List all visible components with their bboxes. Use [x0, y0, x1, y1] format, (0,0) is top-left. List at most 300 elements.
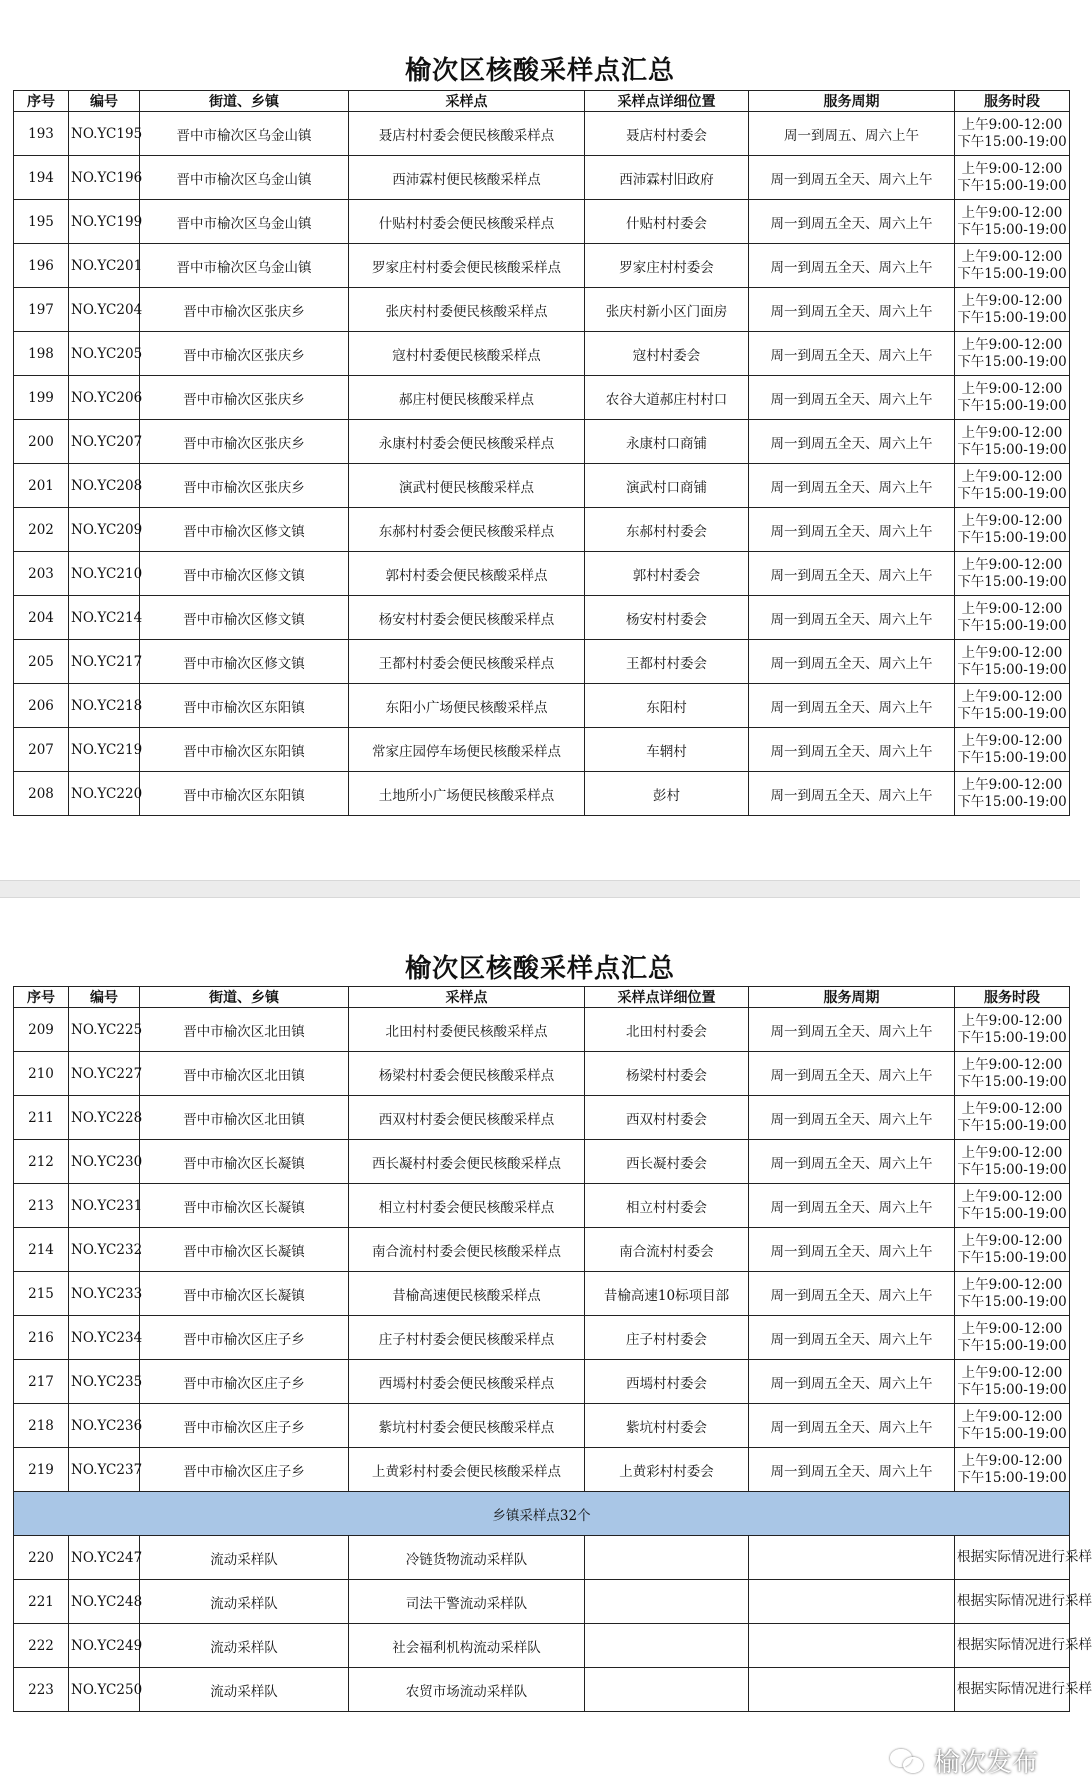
cell-code: NO.YC247 [69, 1536, 140, 1580]
column-header: 服务周期 [749, 987, 955, 1008]
time-morning: 上午9:00-12:00 [961, 292, 1063, 309]
cell-site: 农贸市场流动采样队 [349, 1668, 585, 1712]
column-header: 服务周期 [749, 91, 955, 112]
cell-street: 流动采样队 [140, 1536, 349, 1580]
cell-code: NO.YC233 [69, 1272, 140, 1316]
cell-street: 流动采样队 [140, 1624, 349, 1668]
cell-time [955, 596, 1070, 640]
cell-serial: 222 [14, 1624, 69, 1668]
cell-period: 周一到周五全天、周六上午 [749, 1448, 955, 1492]
time-afternoon: 下午15:00-19:00 [957, 353, 1067, 370]
cell-site: 上黄彩村村委会便民核酸采样点 [349, 1448, 585, 1492]
cell-site: 永康村村委会便民核酸采样点 [349, 420, 585, 464]
cell-site: 西长凝村村委会便民核酸采样点 [349, 1140, 585, 1184]
cell-period: 周一到周五全天、周六上午 [749, 1052, 955, 1096]
column-header: 序号 [14, 91, 69, 112]
cell-period [749, 1536, 955, 1580]
cell-location [585, 1536, 749, 1580]
cell-serial: 205 [14, 640, 69, 684]
cell-street: 晋中市榆次区乌金山镇 [140, 200, 349, 244]
cell-code: NO.YC225 [69, 1008, 140, 1052]
table-row [14, 1052, 1070, 1096]
time-morning: 上午9:00-12:00 [961, 776, 1063, 793]
cell-street: 晋中市榆次区长凝镇 [140, 1228, 349, 1272]
cell-street: 晋中市榆次区修文镇 [140, 508, 349, 552]
cell-site: 什贴村村委会便民核酸采样点 [349, 200, 585, 244]
cell-time [955, 420, 1070, 464]
cell-location: 紫坑村村委会 [585, 1404, 749, 1448]
cell-location [585, 1668, 749, 1712]
table-row [14, 596, 1070, 640]
time-afternoon: 下午15:00-19:00 [957, 1337, 1067, 1354]
cell-site: 冷链货物流动采样队 [349, 1536, 585, 1580]
cell-location: 西沛霖村旧政府 [585, 156, 749, 200]
column-header: 序号 [14, 987, 69, 1008]
cell-code: NO.YC210 [69, 552, 140, 596]
cell-period: 周一到周五全天、周六上午 [749, 772, 955, 816]
table-row [14, 1360, 1070, 1404]
table-row [14, 112, 1070, 156]
wechat-icon [890, 1747, 926, 1775]
table-row [14, 156, 1070, 200]
cell-time [955, 244, 1070, 288]
cell-location: 罗家庄村村委会 [585, 244, 749, 288]
cell-serial: 220 [14, 1536, 69, 1580]
time-afternoon: 下午15:00-19:00 [957, 1469, 1067, 1486]
time-morning: 上午9:00-12:00 [961, 600, 1063, 617]
cell-time [955, 1184, 1070, 1228]
cell-serial: 218 [14, 1404, 69, 1448]
time-morning: 上午9:00-12:00 [961, 1100, 1063, 1117]
column-header: 街道、乡镇 [140, 91, 349, 112]
cell-location: 南合流村村委会 [585, 1228, 749, 1272]
cell-street: 流动采样队 [140, 1580, 349, 1624]
column-header: 采样点详细位置 [585, 91, 749, 112]
time-morning: 上午9:00-12:00 [961, 248, 1063, 265]
cell-serial: 193 [14, 112, 69, 156]
cell-site: 聂店村村委会便民核酸采样点 [349, 112, 585, 156]
summary-row [14, 1492, 1070, 1536]
cell-period: 周一到周五全天、周六上午 [749, 200, 955, 244]
cell-time [955, 1008, 1070, 1052]
table-row [14, 684, 1070, 728]
column-header: 街道、乡镇 [140, 987, 349, 1008]
time-morning: 上午9:00-12:00 [961, 468, 1063, 485]
cell-location: 车辋村 [585, 728, 749, 772]
header-row [14, 987, 1070, 1008]
cell-time [955, 1448, 1070, 1492]
cell-street: 晋中市榆次区修文镇 [140, 552, 349, 596]
cell-note: 根据实际情况进行采样 [955, 1624, 1070, 1668]
cell-code: NO.YC232 [69, 1228, 140, 1272]
cell-location: 寇村村委会 [585, 332, 749, 376]
cell-site: 西双村村委会便民核酸采样点 [349, 1096, 585, 1140]
time-morning: 上午9:00-12:00 [961, 556, 1063, 573]
time-morning: 上午9:00-12:00 [961, 1232, 1063, 1249]
time-morning: 上午9:00-12:00 [961, 1408, 1063, 1425]
cell-code: NO.YC205 [69, 332, 140, 376]
cell-time [955, 156, 1070, 200]
time-afternoon: 下午15:00-19:00 [957, 397, 1067, 414]
cell-serial: 209 [14, 1008, 69, 1052]
cell-period: 周一到周五全天、周六上午 [749, 464, 955, 508]
cell-location: 王都村村委会 [585, 640, 749, 684]
cell-site: 郝庄村便民核酸采样点 [349, 376, 585, 420]
cell-location: 北田村村委会 [585, 1008, 749, 1052]
cell-serial: 202 [14, 508, 69, 552]
time-morning: 上午9:00-12:00 [961, 1188, 1063, 1205]
cell-site: 演武村便民核酸采样点 [349, 464, 585, 508]
time-afternoon: 下午15:00-19:00 [957, 661, 1067, 678]
cell-location: 郭村村委会 [585, 552, 749, 596]
cell-code: NO.YC236 [69, 1404, 140, 1448]
cell-street: 晋中市榆次区乌金山镇 [140, 156, 349, 200]
watermark [890, 1742, 1038, 1779]
cell-time [955, 1140, 1070, 1184]
cell-street: 晋中市榆次区乌金山镇 [140, 112, 349, 156]
cell-period: 周一到周五全天、周六上午 [749, 596, 955, 640]
cell-serial: 197 [14, 288, 69, 332]
time-afternoon: 下午15:00-19:00 [957, 441, 1067, 458]
cell-serial: 206 [14, 684, 69, 728]
cell-location: 杨安村村委会 [585, 596, 749, 640]
time-morning: 上午9:00-12:00 [961, 116, 1063, 133]
table-row [14, 1624, 1070, 1668]
cell-serial: 204 [14, 596, 69, 640]
cell-street: 晋中市榆次区张庆乡 [140, 332, 349, 376]
cell-street: 晋中市榆次区东阳镇 [140, 772, 349, 816]
cell-serial: 195 [14, 200, 69, 244]
cell-site: 司法干警流动采样队 [349, 1580, 585, 1624]
time-afternoon: 下午15:00-19:00 [957, 309, 1067, 326]
time-afternoon: 下午15:00-19:00 [957, 265, 1067, 282]
cell-street: 晋中市榆次区张庆乡 [140, 376, 349, 420]
cell-site: 东郝村村委会便民核酸采样点 [349, 508, 585, 552]
cell-code: NO.YC227 [69, 1052, 140, 1096]
time-afternoon: 下午15:00-19:00 [957, 1425, 1067, 1442]
cell-code: NO.YC206 [69, 376, 140, 420]
cell-time [955, 1272, 1070, 1316]
cell-time [955, 684, 1070, 728]
cell-time [955, 1404, 1070, 1448]
cell-location: 西双村村委会 [585, 1096, 749, 1140]
table-row [14, 1580, 1070, 1624]
cell-note: 根据实际情况进行采样 [955, 1580, 1070, 1624]
cell-street: 晋中市榆次区长凝镇 [140, 1184, 349, 1228]
cell-site: 北田村村委便民核酸采样点 [349, 1008, 585, 1052]
cell-street: 晋中市榆次区北田镇 [140, 1096, 349, 1140]
cell-serial: 217 [14, 1360, 69, 1404]
cell-street: 晋中市榆次区修文镇 [140, 596, 349, 640]
cell-code: NO.YC237 [69, 1448, 140, 1492]
time-morning: 上午9:00-12:00 [961, 1276, 1063, 1293]
time-morning: 上午9:00-12:00 [961, 1056, 1063, 1073]
cell-location: 永康村口商铺 [585, 420, 749, 464]
cell-site: 庄子村村委会便民核酸采样点 [349, 1316, 585, 1360]
cell-code: NO.YC196 [69, 156, 140, 200]
time-morning: 上午9:00-12:00 [961, 1144, 1063, 1161]
time-afternoon: 下午15:00-19:00 [957, 1249, 1067, 1266]
cell-code: NO.YC207 [69, 420, 140, 464]
cell-time [955, 1360, 1070, 1404]
cell-time [955, 1228, 1070, 1272]
time-afternoon: 下午15:00-19:00 [957, 705, 1067, 722]
table-row [14, 640, 1070, 684]
cell-period: 周一到周五、周六上午 [749, 112, 955, 156]
summary-cell: 乡镇采样点32个 [14, 1492, 1070, 1536]
page-separator [0, 880, 1080, 898]
cell-site: 社会福利机构流动采样队 [349, 1624, 585, 1668]
cell-code: NO.YC235 [69, 1360, 140, 1404]
cell-period: 周一到周五全天、周六上午 [749, 244, 955, 288]
cell-period [749, 1580, 955, 1624]
cell-site: 郭村村委会便民核酸采样点 [349, 552, 585, 596]
cell-street: 晋中市榆次区北田镇 [140, 1052, 349, 1096]
table-row [14, 1008, 1070, 1052]
time-afternoon: 下午15:00-19:00 [957, 485, 1067, 502]
cell-site: 东阳小广场便民核酸采样点 [349, 684, 585, 728]
cell-serial: 223 [14, 1668, 69, 1712]
cell-time [955, 288, 1070, 332]
cell-serial: 199 [14, 376, 69, 420]
table-row [14, 376, 1070, 420]
cell-time [955, 376, 1070, 420]
cell-serial: 198 [14, 332, 69, 376]
cell-time [955, 112, 1070, 156]
cell-location [585, 1624, 749, 1668]
cell-location: 什贴村村委会 [585, 200, 749, 244]
sampling-table-2 [13, 986, 1092, 1712]
table-row [14, 1536, 1070, 1580]
cell-site: 杨梁村村委会便民核酸采样点 [349, 1052, 585, 1096]
time-afternoon: 下午15:00-19:00 [957, 1161, 1067, 1178]
cell-location: 杨梁村村委会 [585, 1052, 749, 1096]
sheet-title: 榆次区核酸采样点汇总 [404, 56, 675, 86]
cell-location: 昔榆高速10标项目部 [585, 1272, 749, 1316]
cell-period: 周一到周五全天、周六上午 [749, 1272, 955, 1316]
cell-period: 周一到周五全天、周六上午 [749, 1404, 955, 1448]
cell-street: 晋中市榆次区长凝镇 [140, 1140, 349, 1184]
cell-code: NO.YC230 [69, 1140, 140, 1184]
table-row [14, 1184, 1070, 1228]
cell-period [749, 1668, 955, 1712]
time-afternoon: 下午15:00-19:00 [957, 1117, 1067, 1134]
cell-time [955, 552, 1070, 596]
cell-period: 周一到周五全天、周六上午 [749, 1008, 955, 1052]
cell-serial: 214 [14, 1228, 69, 1272]
column-header: 采样点 [349, 987, 585, 1008]
time-morning: 上午9:00-12:00 [961, 160, 1063, 177]
time-afternoon: 下午15:00-19:00 [957, 221, 1067, 238]
cell-period: 周一到周五全天、周六上午 [749, 552, 955, 596]
time-morning: 上午9:00-12:00 [961, 424, 1063, 441]
cell-code: NO.YC201 [69, 244, 140, 288]
cell-code: NO.YC195 [69, 112, 140, 156]
cell-serial: 200 [14, 420, 69, 464]
time-afternoon: 下午15:00-19:00 [957, 1205, 1067, 1222]
table-row [14, 728, 1070, 772]
cell-period: 周一到周五全天、周六上午 [749, 1184, 955, 1228]
cell-code: NO.YC250 [69, 1668, 140, 1712]
cell-time [955, 1316, 1070, 1360]
time-afternoon: 下午15:00-19:00 [957, 133, 1067, 150]
cell-period: 周一到周五全天、周六上午 [749, 156, 955, 200]
table-row [14, 1272, 1070, 1316]
cell-period: 周一到周五全天、周六上午 [749, 684, 955, 728]
cell-location: 庄子村村委会 [585, 1316, 749, 1360]
table-row [14, 552, 1070, 596]
cell-note: 根据实际情况进行采样 [955, 1668, 1070, 1712]
cell-location: 彭村 [585, 772, 749, 816]
cell-site: 南合流村村委会便民核酸采样点 [349, 1228, 585, 1272]
cell-serial: 221 [14, 1580, 69, 1624]
cell-time [955, 772, 1070, 816]
cell-serial: 208 [14, 772, 69, 816]
cell-time [955, 1096, 1070, 1140]
cell-street: 晋中市榆次区庄子乡 [140, 1316, 349, 1360]
cell-period: 周一到周五全天、周六上午 [749, 288, 955, 332]
cell-location: 东阳村 [585, 684, 749, 728]
cell-code: NO.YC218 [69, 684, 140, 728]
time-morning: 上午9:00-12:00 [961, 732, 1063, 749]
column-header: 服务时段 [955, 987, 1070, 1008]
cell-time [955, 200, 1070, 244]
cell-period: 周一到周五全天、周六上午 [749, 376, 955, 420]
cell-period: 周一到周五全天、周六上午 [749, 1228, 955, 1272]
cell-time [955, 728, 1070, 772]
cell-site: 昔榆高速便民核酸采样点 [349, 1272, 585, 1316]
cell-time [955, 1052, 1070, 1096]
cell-period: 周一到周五全天、周六上午 [749, 640, 955, 684]
cell-code: NO.YC234 [69, 1316, 140, 1360]
cell-code: NO.YC217 [69, 640, 140, 684]
cell-street: 晋中市榆次区庄子乡 [140, 1448, 349, 1492]
cell-code: NO.YC199 [69, 200, 140, 244]
cell-code: NO.YC248 [69, 1580, 140, 1624]
cell-serial: 215 [14, 1272, 69, 1316]
cell-code: NO.YC228 [69, 1096, 140, 1140]
column-header: 服务时段 [955, 91, 1070, 112]
cell-code: NO.YC249 [69, 1624, 140, 1668]
cell-site: 张庆村村委便民核酸采样点 [349, 288, 585, 332]
time-afternoon: 下午15:00-19:00 [957, 177, 1067, 194]
time-afternoon: 下午15:00-19:00 [957, 1293, 1067, 1310]
watermark-text: 榆次发布 [933, 1748, 1038, 1778]
sheet-title: 榆次区核酸采样点汇总 [404, 954, 675, 984]
column-header: 采样点 [349, 91, 585, 112]
cell-code: NO.YC220 [69, 772, 140, 816]
table-row [14, 420, 1070, 464]
table-row [14, 200, 1070, 244]
cell-location: 相立村村委会 [585, 1184, 749, 1228]
time-morning: 上午9:00-12:00 [961, 1012, 1063, 1029]
table-row [14, 1668, 1070, 1712]
cell-code: NO.YC214 [69, 596, 140, 640]
cell-site: 寇村村委便民核酸采样点 [349, 332, 585, 376]
cell-serial: 194 [14, 156, 69, 200]
table-row [14, 464, 1070, 508]
table-row [14, 1404, 1070, 1448]
sheet-page-2 [0, 898, 1092, 1792]
time-morning: 上午9:00-12:00 [961, 204, 1063, 221]
cell-serial: 219 [14, 1448, 69, 1492]
cell-site: 西墕村村委会便民核酸采样点 [349, 1360, 585, 1404]
cell-serial: 207 [14, 728, 69, 772]
cell-location: 西墕村村委会 [585, 1360, 749, 1404]
time-afternoon: 下午15:00-19:00 [957, 749, 1067, 766]
cell-site: 土地所小广场便民核酸采样点 [349, 772, 585, 816]
cell-period: 周一到周五全天、周六上午 [749, 1360, 955, 1404]
time-morning: 上午9:00-12:00 [961, 512, 1063, 529]
cell-period [749, 1624, 955, 1668]
cell-street: 晋中市榆次区张庆乡 [140, 288, 349, 332]
cell-street: 晋中市榆次区修文镇 [140, 640, 349, 684]
cell-serial: 210 [14, 1052, 69, 1096]
table-row [14, 244, 1070, 288]
cell-location: 张庆村新小区门面房 [585, 288, 749, 332]
time-afternoon: 下午15:00-19:00 [957, 1029, 1067, 1046]
time-afternoon: 下午15:00-19:00 [957, 529, 1067, 546]
cell-street: 晋中市榆次区庄子乡 [140, 1404, 349, 1448]
cell-street: 晋中市榆次区张庆乡 [140, 464, 349, 508]
cell-code: NO.YC231 [69, 1184, 140, 1228]
cell-location: 东郝村村委会 [585, 508, 749, 552]
cell-time [955, 640, 1070, 684]
cell-period: 周一到周五全天、周六上午 [749, 420, 955, 464]
time-afternoon: 下午15:00-19:00 [957, 617, 1067, 634]
cell-serial: 201 [14, 464, 69, 508]
sampling-table-1 [13, 90, 1070, 816]
cell-street: 晋中市榆次区北田镇 [140, 1008, 349, 1052]
cell-serial: 196 [14, 244, 69, 288]
time-afternoon: 下午15:00-19:00 [957, 573, 1067, 590]
cell-site: 罗家庄村村委会便民核酸采样点 [349, 244, 585, 288]
cell-code: NO.YC219 [69, 728, 140, 772]
cell-serial: 213 [14, 1184, 69, 1228]
time-morning: 上午9:00-12:00 [961, 1452, 1063, 1469]
table-row [14, 1140, 1070, 1184]
cell-street: 晋中市榆次区东阳镇 [140, 684, 349, 728]
cell-code: NO.YC204 [69, 288, 140, 332]
cell-location: 演武村口商铺 [585, 464, 749, 508]
cell-site: 杨安村村委会便民核酸采样点 [349, 596, 585, 640]
table-row [14, 288, 1070, 332]
cell-serial: 216 [14, 1316, 69, 1360]
cell-site: 相立村村委会便民核酸采样点 [349, 1184, 585, 1228]
cell-period: 周一到周五全天、周六上午 [749, 728, 955, 772]
table-row [14, 332, 1070, 376]
sheet-page-1 [0, 0, 1080, 880]
time-morning: 上午9:00-12:00 [961, 644, 1063, 661]
table-row [14, 772, 1070, 816]
table-row [14, 1096, 1070, 1140]
cell-code: NO.YC208 [69, 464, 140, 508]
cell-site: 王都村村委会便民核酸采样点 [349, 640, 585, 684]
cell-street: 流动采样队 [140, 1668, 349, 1712]
time-morning: 上午9:00-12:00 [961, 380, 1063, 397]
cell-period: 周一到周五全天、周六上午 [749, 1316, 955, 1360]
cell-period: 周一到周五全天、周六上午 [749, 332, 955, 376]
column-header: 采样点详细位置 [585, 987, 749, 1008]
cell-serial: 203 [14, 552, 69, 596]
time-morning: 上午9:00-12:00 [961, 336, 1063, 353]
table-row [14, 1316, 1070, 1360]
cell-period: 周一到周五全天、周六上午 [749, 1140, 955, 1184]
cell-period: 周一到周五全天、周六上午 [749, 1096, 955, 1140]
time-morning: 上午9:00-12:00 [961, 1320, 1063, 1337]
time-afternoon: 下午15:00-19:00 [957, 1073, 1067, 1090]
cell-street: 晋中市榆次区东阳镇 [140, 728, 349, 772]
